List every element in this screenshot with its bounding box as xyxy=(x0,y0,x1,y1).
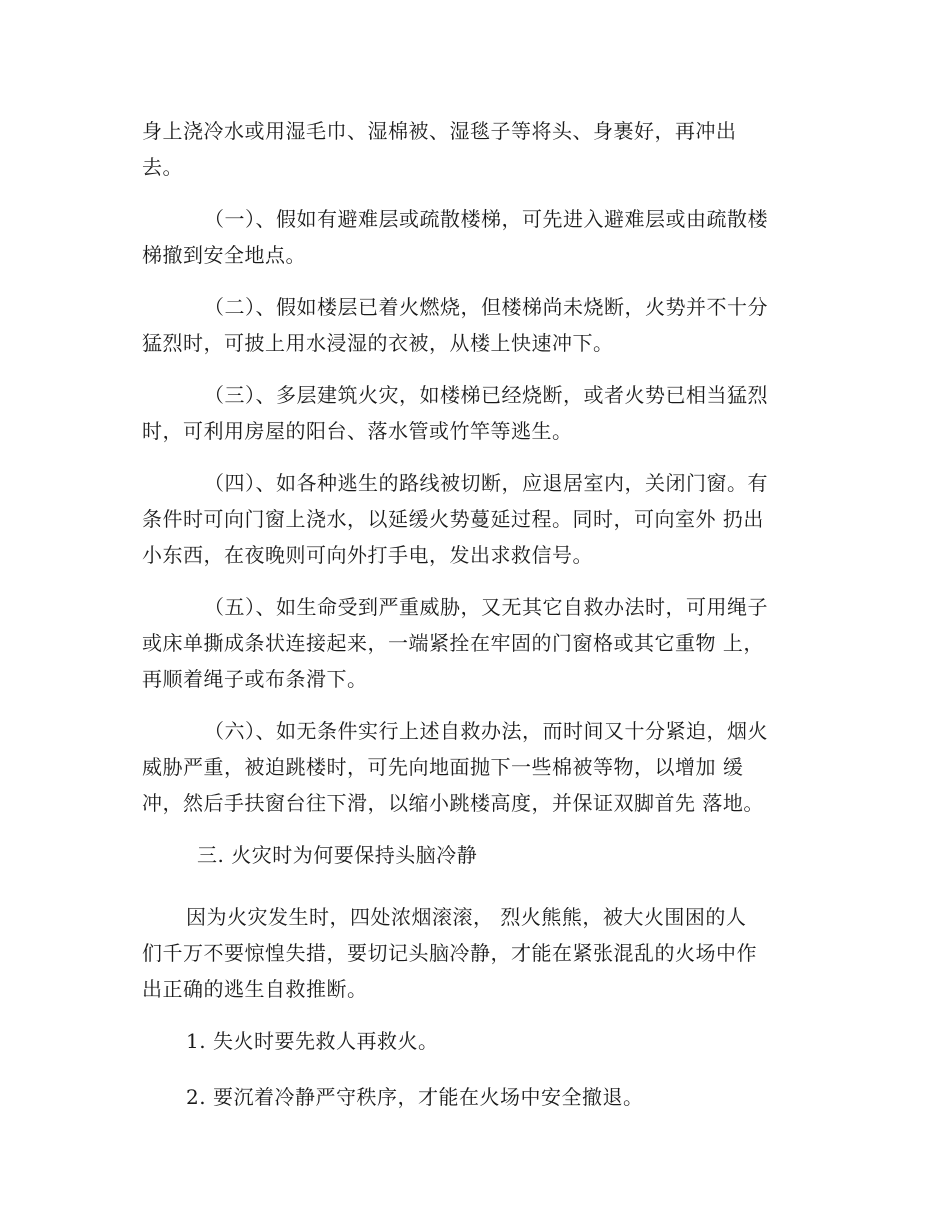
text-line: 因为火灾发生时，四处浓烟滚滚， 烈火熊熊，被大火围困的人 xyxy=(186,905,747,929)
paragraph-item-2 xyxy=(142,289,812,361)
text-line: 小东西，在夜晚则可向外打手电，发出求救信号。 xyxy=(142,543,593,567)
paragraph-item-1 xyxy=(142,201,812,273)
text-line: 2. 要沉着冷静严守秩序，才能在火场中安全撤退。 xyxy=(186,1085,644,1109)
text-line: （一）、假如有避难层或疏散楼梯，可先进入避难层或由疏散楼 xyxy=(204,207,768,231)
text-line: （二）、假如楼层已着火燃烧，但楼梯尚未烧断，火势并不十分 xyxy=(204,295,768,319)
paragraph-item-4 xyxy=(142,465,812,573)
list-item-1 xyxy=(142,1023,812,1059)
list-item-2 xyxy=(142,1079,812,1115)
section-heading xyxy=(142,837,812,873)
text-line: 或床单撕成条状连接起来，一端紧拴在牢固的门窗格或其它重物 上， xyxy=(142,631,764,655)
paragraph-body xyxy=(142,899,812,1007)
text-line: 梯撤到安全地点。 xyxy=(142,243,306,267)
text-line: 威胁严重，被迫跳楼时，可先向地面抛下一些棉被等物，以增加 缓 xyxy=(142,755,744,779)
text-line: 再顺着绳子或布条滑下。 xyxy=(142,667,368,691)
paragraph-continuation xyxy=(142,113,812,185)
text-line: （四）、如各种逃生的路线被切断，应退居室内，关闭门窗。有 xyxy=(204,471,768,495)
text-line: 时，可利用房屋的阳台、落水管或竹竿等逃生。 xyxy=(142,419,573,443)
text-line: 冲，然后手扶窗台往下滑，以缩小跳楼高度，并保证双脚首先 落地。 xyxy=(142,791,764,815)
paragraph-item-6 xyxy=(142,713,812,821)
text-line: （五）、如生命受到严重威胁，又无其它自救办法时，可用绳子 xyxy=(204,595,768,619)
text-line: 条件时可向门窗上浇水，以延缓火势蔓延过程。同时，可向室外 扔出 xyxy=(142,507,764,531)
text-line: 们千万不要惊惶失措，要切记头脑冷静，才能在紧张混乱的火场中作 xyxy=(142,941,757,965)
text-line: （六）、如无条件实行上述自救办法，而时间又十分紧迫，烟火 xyxy=(204,719,768,743)
text-line: 三. 火灾时为何要保持头脑冷静 xyxy=(197,843,478,867)
text-line: 身上浇冷水或用湿毛巾、湿棉被、湿毯子等将头、身裹好，再冲出 xyxy=(142,119,737,143)
paragraph-item-5 xyxy=(142,589,812,697)
paragraph-item-3 xyxy=(142,377,812,449)
text-line: 出正确的逃生自救推断。 xyxy=(142,977,368,1001)
text-line: 去。 xyxy=(142,155,183,179)
text-line: （三）、多层建筑火灾，如楼梯已经烧断，或者火势已相当猛烈 xyxy=(204,383,768,407)
text-line: 1. 失火时要先救人再救火。 xyxy=(186,1029,439,1053)
text-line: 猛烈时，可披上用水浸湿的衣被，从楼上快速冲下。 xyxy=(142,331,614,355)
